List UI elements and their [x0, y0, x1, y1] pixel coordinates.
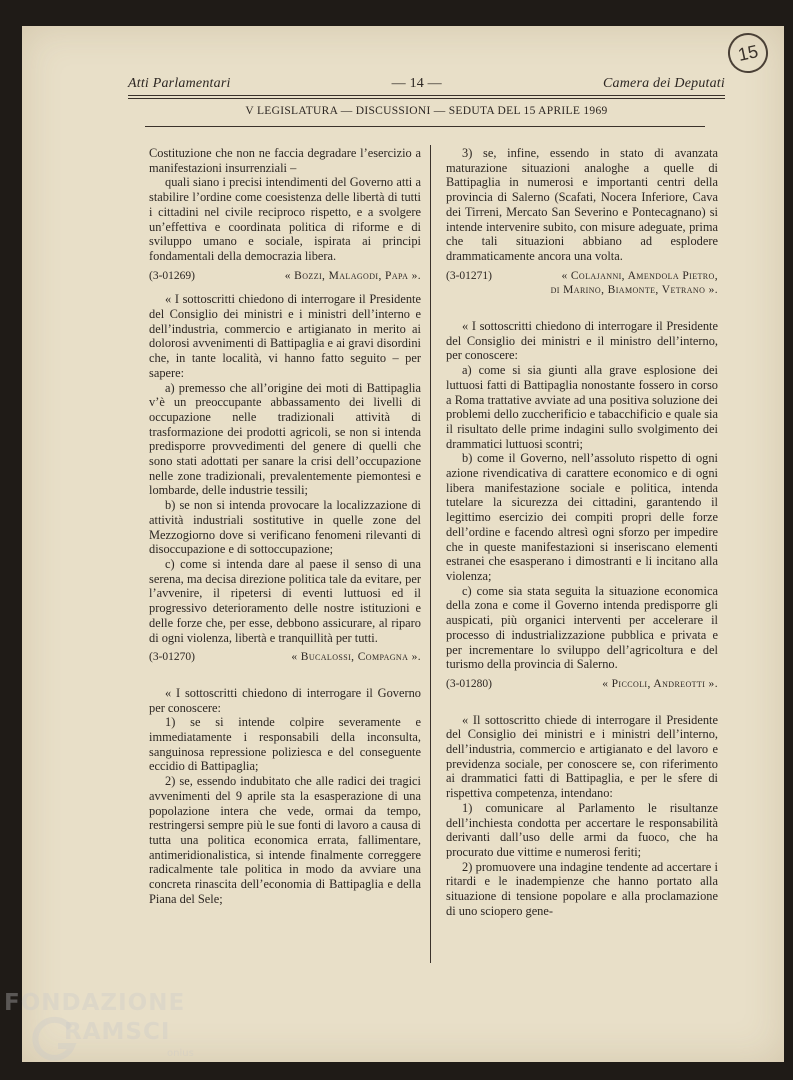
- spacer: [446, 307, 718, 319]
- watermark-line-3: onlus: [167, 1048, 194, 1059]
- paragraph: 1) comunicare al Parlamento le risultanze dell’inchiesta condotta per accertare le responsabilità derivanti dall’uso delle armi da fuoco, che ha procurato due vittime e numerosi feriti;: [446, 800, 718, 859]
- session-subheader: V LEGISLATURA — DISCUSSIONI — SEDUTA DEL 15 APRILE 1969: [245, 105, 608, 117]
- subheader-rule: [145, 126, 705, 127]
- header-rule: [128, 95, 725, 96]
- signature-line: [149, 269, 421, 284]
- header-right: Camera dei Deputati: [602, 76, 725, 91]
- interrogation-code: (3-01270): [149, 651, 195, 664]
- paragraph: « I sottoscritti chiedono di interrogare il Presidente del Consiglio dei ministri e i ministri dell’interno e dell’industria, commercio e artigianato in merito ai dolorosi avvenimenti di Battipaglia e ai gravi disordini che, in tante località, vi hanno fatto seguito – per sapere:: [149, 292, 421, 380]
- right-column: [446, 146, 718, 918]
- paragraph: 2) se, essendo indubitato che alle radici dei tragici avvenimenti del 9 aprile sta la esasperazione di una popolazione intera che vede, ormai da tempo, restringersi sempre più le sue fonti di lavoro a causa di tutta una politica economica errata, fallimentare, antimeridionalistica, si intende finalmente correggere radicalmente tale politica in modo da avviare una concreta rinascita dell’economia di Battipaglia e della Piana del Sele;: [149, 774, 421, 906]
- paragraph: Costituzione che non ne faccia degradare l’esercizio a manifestazioni insurrenziali –: [149, 146, 421, 175]
- paragraph: a) come si sia giunti alla grave esplosione dei luttuosi fatti di Battipaglia nonostante fossero in corso a Roma trattative avviate ad una positiva soluzione dei problemi dello zuccherificio e tabacchificio e quale sia il risultato delle prime indagini sullo svolgimento dei drammatici luttuosi scontri;: [446, 363, 718, 451]
- signatories: « Bucalossi, Compagna ».: [291, 651, 421, 664]
- paragraph: 3) se, infine, essendo in stato di avanzata maturazione situazioni analoghe a quelle di Battipaglia in numerosi e importanti centri della provincia di Salerno (Scafati, Nocera Inferiore, Cava dei Tirreni, Mercato San Severino e Pontecagnano) si intende intervenire subito, con misure adeguate, prima che tali situazioni abbiano ad esplodere drammaticamente ancora una volta.: [446, 146, 718, 263]
- signature-line: [149, 650, 421, 665]
- running-header: [128, 76, 725, 92]
- interrogation-code: (3-01280): [446, 677, 492, 690]
- signatories: « Bozzi, Malagodi, Papa ».: [284, 269, 421, 282]
- header-left: Atti Parlamentari: [128, 76, 231, 91]
- paragraph: b) se non si intenda provocare la localizzazione di attività industriali sostitutive in quelle zone del Mezzogiorno dove si verificano fenomeni rilevanti di disoccupazione e di sottoccupazione;: [149, 498, 421, 557]
- paragraph: « Il sottoscritto chiede di interrogare il Presidente del Consiglio dei ministri e i ministri dell’interno, dell’industria, commercio e artigianato e del lavoro e previdenza sociale, per conoscere se, con riferimento ai drammatici fatti di Battipaglia, e per le sfere di rispettiva competenza, intendano:: [446, 712, 718, 801]
- signature-line: [446, 677, 718, 692]
- watermark: [4, 990, 214, 1070]
- watermark-line-2: RAMSCI: [64, 1019, 171, 1045]
- signatories-line-1: « Colajanni, Amendola Pietro,: [561, 269, 718, 282]
- signatories: « Piccoli, Andreotti ».: [602, 677, 718, 690]
- left-column: [149, 146, 421, 906]
- paragraph: 2) promuovere una indagine tendente ad accertare i ritardi e le inadempienze che hanno portato alla situazione di tensione popolare e alla proclamazione di uno sciopero gene-: [446, 859, 718, 918]
- paragraph: c) come sia stata seguita la situazione economica della zona e come il Governo intenda predisporre gli auspicati, più organici interventi per accelerare il processo di industrializzazione pubblica e privata e per incrementare lo sviluppo dell’agricoltura e del turismo della provincia di Salerno.: [446, 583, 718, 672]
- page-number-stamp-text: 15: [736, 40, 760, 65]
- paragraph: quali siano i precisi intendimenti del Governo atti a stabilire l’ordine come coesistenza delle libertà di tutti i cittadini nel civile reciproco rispetto, e a svolgere un’effettiva e coordinata politica di riforme e di sviluppo umano e sociale, ispirata ai principi fondamentali della democrazia libera.: [149, 175, 421, 263]
- header-page-number: — 14 —: [391, 76, 442, 91]
- signatories: [551, 269, 718, 298]
- interrogation-code: (3-01271): [446, 269, 492, 282]
- interrogation-code: (3-01269): [149, 269, 195, 282]
- paragraph: b) come il Governo, nell’assoluto rispetto di ogni azione rivendicativa di carattere economico e di ogni libera manifestazione sociale e politica, intenda tutelare la sicurezza dei cittadini, garantendo il legittimo esercizio dei compiti propri delle forze dell’ordine e facendo altresì ogni sforzo per impedire che in queste manifestazioni si inseriscano elementi estranei che esasperano i dimostranti e li incitano alla violenza;: [446, 451, 718, 583]
- paragraph: 1) se si intende colpire severamente e immediatamente i responsabili della inconsulta, sanguinosa repressione poliziesca e del conseguente eccidio di Battipaglia;: [149, 715, 421, 774]
- watermark-line-1: FONDAZIONE: [4, 990, 186, 1016]
- header-rule-thin: [128, 98, 725, 99]
- column-divider: [430, 145, 431, 963]
- paragraph: a) premesso che all’origine dei moti di Battipaglia v’è un preoccupante abbassamento dei livelli di occupazione nelle tradizionali attività di trasformazione dei prodotti agricoli, se non si intenda predisporre provvedimenti del genere di quelli che sono stati adottati per sanare la crisi dell’occupazione nelle zone tradizionali, prevalentemente piemontesi e lombarde, delle industrie tessili;: [149, 380, 421, 498]
- spacer: [149, 674, 421, 686]
- signature-line: [446, 269, 718, 298]
- paragraph: « I sottoscritti chiedono di interrogare il Presidente del Consiglio dei ministri e il ministro dell’interno, per conoscere:: [446, 319, 718, 363]
- signatories-line-2: di Marino, Biamonte, Vetrano ».: [550, 284, 718, 297]
- paragraph: c) come si intenda dare al paese il senso di una serena, ma decisa direzione politica tale da evitare, per l’avvenire, il ripetersi di eventi luttuosi ed il progressivo deterioramento delle nostre istituzioni e delle forze che, per esse, debbono assicurare, al riparo di ogni violenza, libertà e tranquillità per tutti.: [149, 556, 421, 645]
- paragraph: « I sottoscritti chiedono di interrogare il Governo per conoscere:: [149, 685, 421, 715]
- spacer: [446, 701, 718, 713]
